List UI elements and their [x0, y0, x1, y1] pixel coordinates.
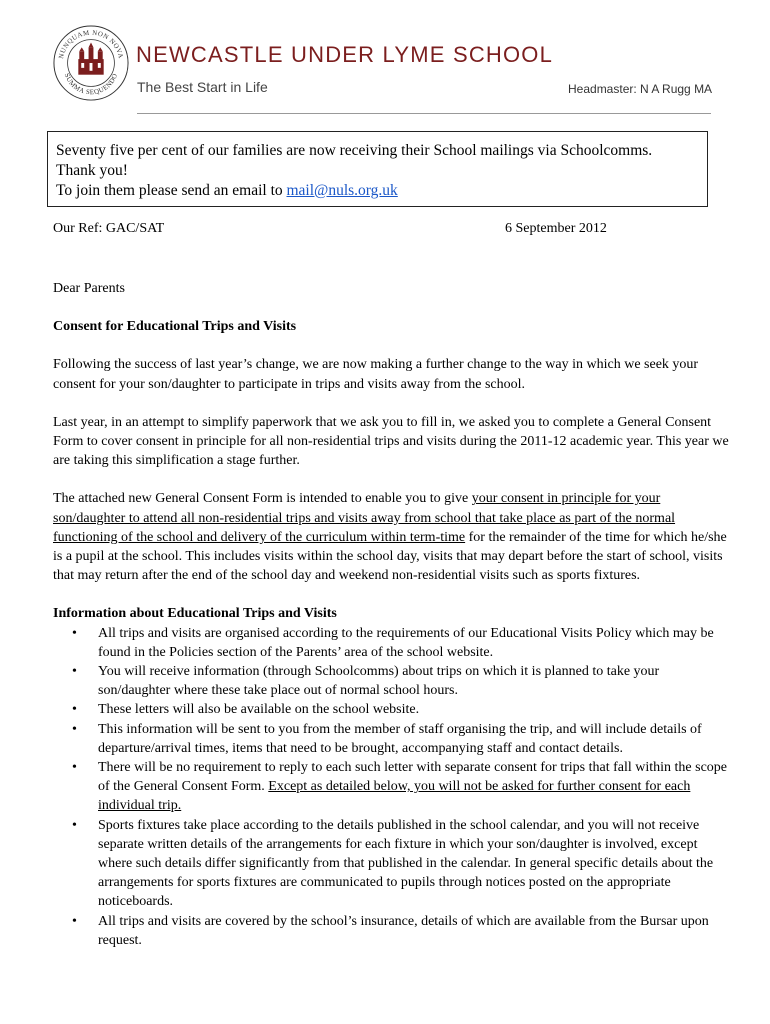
headmaster-line: Headmaster: N A Rugg MA [568, 82, 713, 96]
list-item [53, 662, 733, 700]
bullet-icon: • [72, 913, 77, 929]
list-item [53, 700, 733, 719]
paragraph-2: Last year, in an attempt to simplify paperwork that we ask you to fill in, we asked you to complete a General Consent Form to cover consent in principle for all non-residential trips and visits during the 2011-12 academic year. This year we are taking this simplification a stage further. [53, 414, 729, 469]
notice-line-3 [56, 181, 707, 201]
bullet-text: These letters will also be available on the school website. [98, 702, 420, 718]
bullet-text-underlined: Except as detailed below, you will not be asked for further consent for each individual trip. [98, 779, 691, 814]
bullet-text: There will be no requirement to reply to each such letter with separate consent for trips that fall within the scope of the General Consent Form. [98, 760, 728, 795]
our-reference: Our Ref: GAC/SAT [53, 221, 165, 236]
list-item [53, 720, 733, 758]
paragraph-3 [53, 489, 733, 585]
list-item [53, 624, 733, 662]
bullet-text: All trips and visits are covered by the school’s insurance, details of which are available from the Bursar upon request. [98, 913, 709, 948]
list-item [53, 816, 733, 912]
notice-line-1: Seventy five per cent of our families are now receiving their School mailings via Schoolcomms. [56, 142, 653, 159]
greeting: Dear Parents [53, 281, 125, 296]
list-item [53, 912, 733, 950]
letter-date: 6 September 2012 [505, 221, 607, 236]
bullet-text: This information will be sent to you from the member of staff organising the trip, and will include details of departure/arrival times, items that need to be brought, accompanying staff and contact details. [98, 721, 702, 756]
bullet-icon: • [72, 702, 77, 718]
list-item [53, 758, 733, 816]
svg-text:NUNQUAM NON NOVA: NUNQUAM NON NOVA [58, 29, 124, 60]
letter-subject: Consent for Educational Trips and Visits [53, 319, 297, 335]
notice-email-prefix: To join them please send an email to [56, 182, 287, 199]
bullet-text: All trips and visits are organised according to the requirements of our Educational Visits Policy which may be found in the Policies section of the Parents’ area of the school website. [98, 625, 714, 660]
paragraph-3-underlined: your consent in principle for your son/daughter to attend all non-residential trips and visits away from school that take place as part of the normal functioning of the school and delivery of the curriculum within term-time [53, 491, 676, 545]
bullet-text: You will receive information (through Schoolcomms) about trips on which it is planned to take your son/daughter where these take place out of normal school hours. [98, 664, 660, 699]
bullet-icon: • [72, 625, 77, 641]
bullet-icon: • [72, 721, 77, 737]
school-name: NEWCASTLE UNDER LYME SCHOOL [136, 42, 554, 67]
letter-body [53, 279, 733, 950]
paragraph-3-rest: for the remainder of the time for which he/she is a pupil at the school. This includes visits within the school day, visits that may depart before the start of school, visits that may return after the end of the school day and weekend non-residential visits such as sports fixtures. [53, 529, 727, 584]
school-crest-logo [52, 24, 130, 102]
section-heading: Information about Educational Trips and Visits [53, 606, 337, 622]
info-bullet-list [53, 624, 733, 950]
email-link[interactable]: mail@nuls.org.uk [286, 182, 398, 199]
svg-text:SUMMA SEQUENDO: SUMMA SEQUENDO [62, 72, 120, 97]
school-motto: The Best Start in Life [137, 79, 268, 95]
bullet-icon: • [72, 817, 77, 833]
schoolcomms-notice-box [47, 131, 708, 207]
header-divider [137, 113, 711, 114]
bullet-text: Sports fixtures take place according to the details published in the school calendar, and you will not receive separate written details of the arrangements for each fixture in which your son/daughter is involved, except where such details differ significantly from that published in the calendar. In general specific details about the arrangements for sports fixtures are communicated to pupils through notices posted on the appropriate noticeboards. [98, 817, 714, 910]
paragraph-1: Following the success of last year’s change, we are now making a further change to the way in which we seek your consent for your son/daughter to participate in trips and visits away from the school. [53, 357, 699, 392]
notice-line-2: Thank you! [56, 162, 128, 179]
bullet-icon: • [72, 664, 77, 680]
bullet-icon: • [72, 760, 77, 776]
paragraph-3-intro: The attached new General Consent Form is intended to enable you to give [53, 491, 472, 507]
